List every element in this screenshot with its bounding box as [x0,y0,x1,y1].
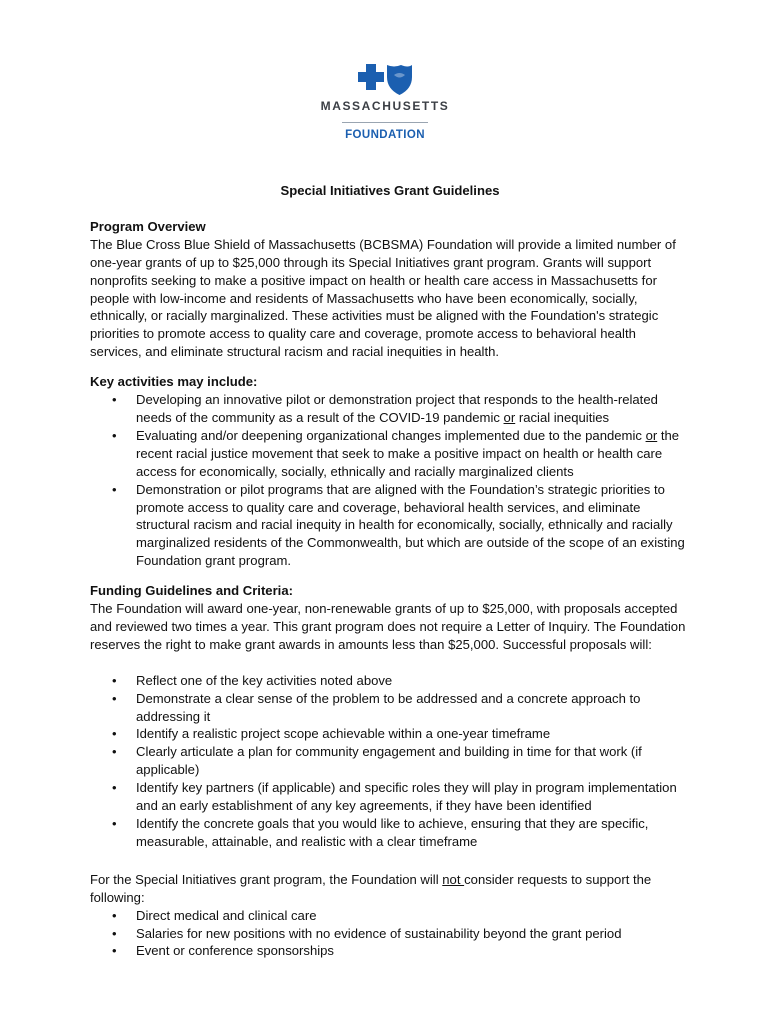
cross-shield-icon [357,62,413,96]
criteria-item: • Clearly articulate a plan for community engagement and building in time for that work (if applicable) [90,743,690,779]
overview-paragraph: The Blue Cross Blue Shield of Massachusetts (BCBSMA) Foundation will provide a limited number of one-year grants of up to $25,000 through its Special Initiatives grant program. Grants will support nonprofits seeking to make a positive impact on health or health care access in Massachusetts for people with low-income and residents of Massachusetts who have been economically, socially, ethnically, or racially marginalized. These activities must be aligned with the Foundation's strategic priorities to promote access to quality care and coverage, promote access to behavioral health services, and eliminate structural racism and racial inequities in health. [90,236,676,360]
exclusion-item: • Direct medical and clinical care [90,907,690,925]
document-title: Special Initiatives Grant Guidelines [280,183,500,198]
criteria-item: • Reflect one of the key activities noted above [90,672,690,690]
document-body [90,182,690,960]
funding-paragraph: The Foundation will award one-year, non-renewable grants of up to $25,000, with proposals accepted and reviewed two times a year. This grant program does not require a Letter of Inquiry. The Foundation reserves the right to make grant awards in amounts less than $25,000. Successful proposals will: [90,601,686,652]
logo-subtitle: FOUNDATION [345,129,425,141]
criteria-item: • Identify a realistic project scope achievable within a one-year timeframe [90,725,690,743]
logo-divider [342,122,428,123]
overview-heading: Program Overview [90,218,206,234]
key-activities-heading: Key activities may include: [90,374,258,390]
criteria-item: • Identify the concrete goals that you would like to achieve, ensuring that they are specific, measurable, attainable, and realistic with a clear timeframe [90,815,690,851]
funding-heading: Funding Guidelines and Criteria: [90,583,293,599]
criteria-item: • Demonstrate a clear sense of the problem to be addressed and a concrete approach to addressing it [90,690,690,726]
key-activity-item: • Demonstration or pilot programs that are aligned with the Foundation’s strategic priorities to promote access to quality care and coverage, behavioral health services, and eliminate structural racism and racial inequity in health for economically, socially, ethnically and racially marginalized residents of the Commonwealth, but which are outside of the scope of an existing Foundation grant program. [90,481,690,571]
foundation-logo [0,62,770,141]
criteria-item: • Identify key partners (if applicable) and specific roles they will play in program implementation and an early establishment of any key agreements, if they have been identified [90,779,690,815]
key-activity-item: • Evaluating and/or deepening organizational changes implemented due to the pandemic or the recent racial justice movement that seek to make a positive impact on health or health care access for economically, socially, ethnically and racially marginalized clients [90,427,690,481]
key-activities-list [90,391,690,570]
exclusion-item: • Salaries for new positions with no evidence of sustainability beyond the grant period [90,925,690,943]
exclusions-intro: For the Special Initiatives grant program, the Foundation will not consider requests to support the following: [90,871,652,905]
exclusion-item: • Event or conference sponsorships [90,942,690,960]
logo-wordmark: MASSACHUSETTS [320,99,450,113]
key-activity-item: • Developing an innovative pilot or demonstration project that responds to the health-related needs of the community as a result of the COVID-19 pandemic or racial inequities [90,391,690,427]
funding-criteria-list [90,672,690,851]
exclusions-list [90,907,690,961]
